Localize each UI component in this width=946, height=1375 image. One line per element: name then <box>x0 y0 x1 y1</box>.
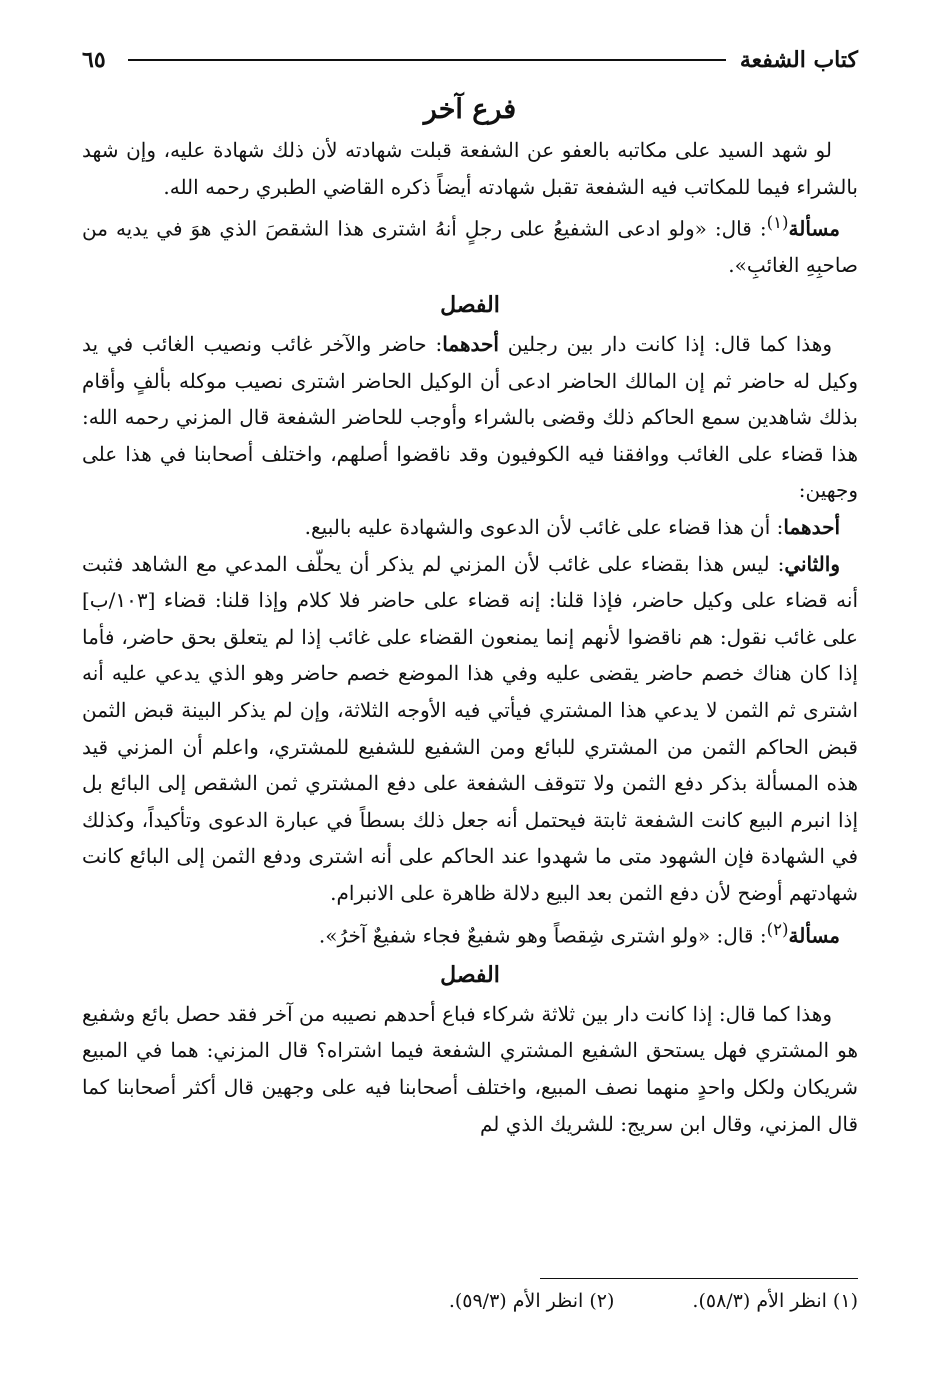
fasl-heading: الفصل <box>440 961 500 988</box>
book-title: كتاب الشفعة <box>739 47 858 73</box>
header-rule <box>128 59 726 61</box>
second-opinion <box>82 546 858 912</box>
masala-label: مسألة <box>788 216 840 241</box>
paragraph: وهذا كما قال: إذا كانت دار بين ثلاثة شركاء فباع أحدهم نصيبه من آخر فقد حصل بائع وشفيع هو المشتري فهل يستحق الشفيع المشتري الشفعة فيما اشتراه؟ قال المزني: هما في المبيع شريكان ولكل واحدٍ منهما نصف المبيع، واختلف أصحابنا فيه على وجهين قال أكثر أصحابنا كما قال المزني، وقال ابن سريج: للشريك الذي لم <box>82 1001 858 1136</box>
intro-text: : حاضر والآخر غائب ونصيب الغائب في يد وكيل له حاضر ثم إن المالك الحاضر ادعى أن الوكيل الحاضر اشترى نصيب موكله بألفٍ وأقام بذلك شاهدين سمع الحاكم ذلك وقضى بالشراء وأوجب للحاضر الشفعة قال المزني رحمه الله: هذا قضاء على الغائب ووافقنا فيه الكوفيون وقد ناقضوا أصلهم، واختلف أصحابنا في هذا على وجهين: <box>82 332 858 503</box>
page-number: ٦٥ <box>82 47 106 73</box>
running-header <box>82 44 858 76</box>
footnote-rule <box>540 1278 858 1279</box>
bold-term: أحدهما <box>783 515 840 539</box>
masala-2 <box>82 912 858 954</box>
footnote-ref: (١) <box>766 213 789 233</box>
first-opinion <box>82 509 858 546</box>
masala-1 <box>82 205 858 284</box>
fasl-heading: الفصل <box>440 292 500 319</box>
footnote-ref: (٢) <box>766 919 789 939</box>
opinion-text: : أن هذا قضاء على غائب لأن الدعوى والشهادة عليه بالبيع. <box>304 515 784 539</box>
masala-text: : قال: «ولو اشترى شِقصاً وهو شفيعٌ فجاء شفيعٌ آخرُ». <box>318 923 767 948</box>
paragraph: لو شهد السيد على مكاتبه بالعفو عن الشفعة قبلت شهادته لأن ذلك شهادة عليه، وإن شهد بالشراء فيما للمكاتب فيه الشفعة تقبل شهادته أيضاً ذكره القاضي الطبري رحمه الله. <box>82 138 858 199</box>
masala-text: : قال: «ولو ادعى الشفيعُ على رجلٍ أنهُ اشترى هذا الشقصَ الذي هوَ في يديه من صاحبِهِ الغائبِ». <box>82 216 858 278</box>
fasl-intro <box>82 326 858 509</box>
bold-term: أحدهما <box>442 332 499 357</box>
intro-text: وهذا كما قال: إذا كانت دار بين رجلين <box>498 332 832 357</box>
masala-label: مسألة <box>788 923 840 948</box>
footnote: (١) انظر الأم (٥٨/٣). <box>692 1290 858 1312</box>
section-title: فرع آخر <box>423 94 517 125</box>
footnote: (٢) انظر الأم (٥٩/٣). <box>448 1290 615 1312</box>
bold-term: والثاني <box>784 551 840 576</box>
footnotes <box>449 1290 858 1312</box>
opinion-text: : ليس هذا بقضاء على غائب لأن المزني لم يذكر أن يحلّف المدعي مع الشاهد فثبت أنه قضاء على وكيل حاضر، فإذا قلنا: إنه قضاء على حاضر فلا كلام وإذا قلنا: قضاء [١٠٣/ب] على غائب نقول: هم ناقضوا لأنهم إنما يمنعون القضاء على غائب إذا لم يتعلق بحق حاضر، فأما إذا كان هناك خصم حاضر يقضى عليه وفي هذا الموضع خصم حاضر وهو الذي يدعي عليه أنه اشترى ثم الثمن لا يدعي هذا المشتري فيأتي فيه الأوجه الثلاثة، وإن لم يذكر البينة قبض الثمن قبض الحاكم الثمن من المشتري للبائع ومن الشفيع للشفيع للمشتري، واعلم أن المزني قيد هذه المسألة بذكر دفع الثمن ولا تتوقف الشفعة على دفع المشتري ثمن الشقص إلى البائع بل إذا انبرم البيع كانت الشفعة ثابتة فيحتمل أنه جعل ذلك بسطاً في عبارة الدعوى وتأكيداً، وكذلك في الشهادة فإن الشهود متى ما شهدوا عند الحاكم على أنه اشترى ودفع الثمن إلى البائع كانت شهادتهم أوضح لأن دفع الثمن بعد البيع دلالة ظاهرة على الانبرام. <box>82 551 858 905</box>
